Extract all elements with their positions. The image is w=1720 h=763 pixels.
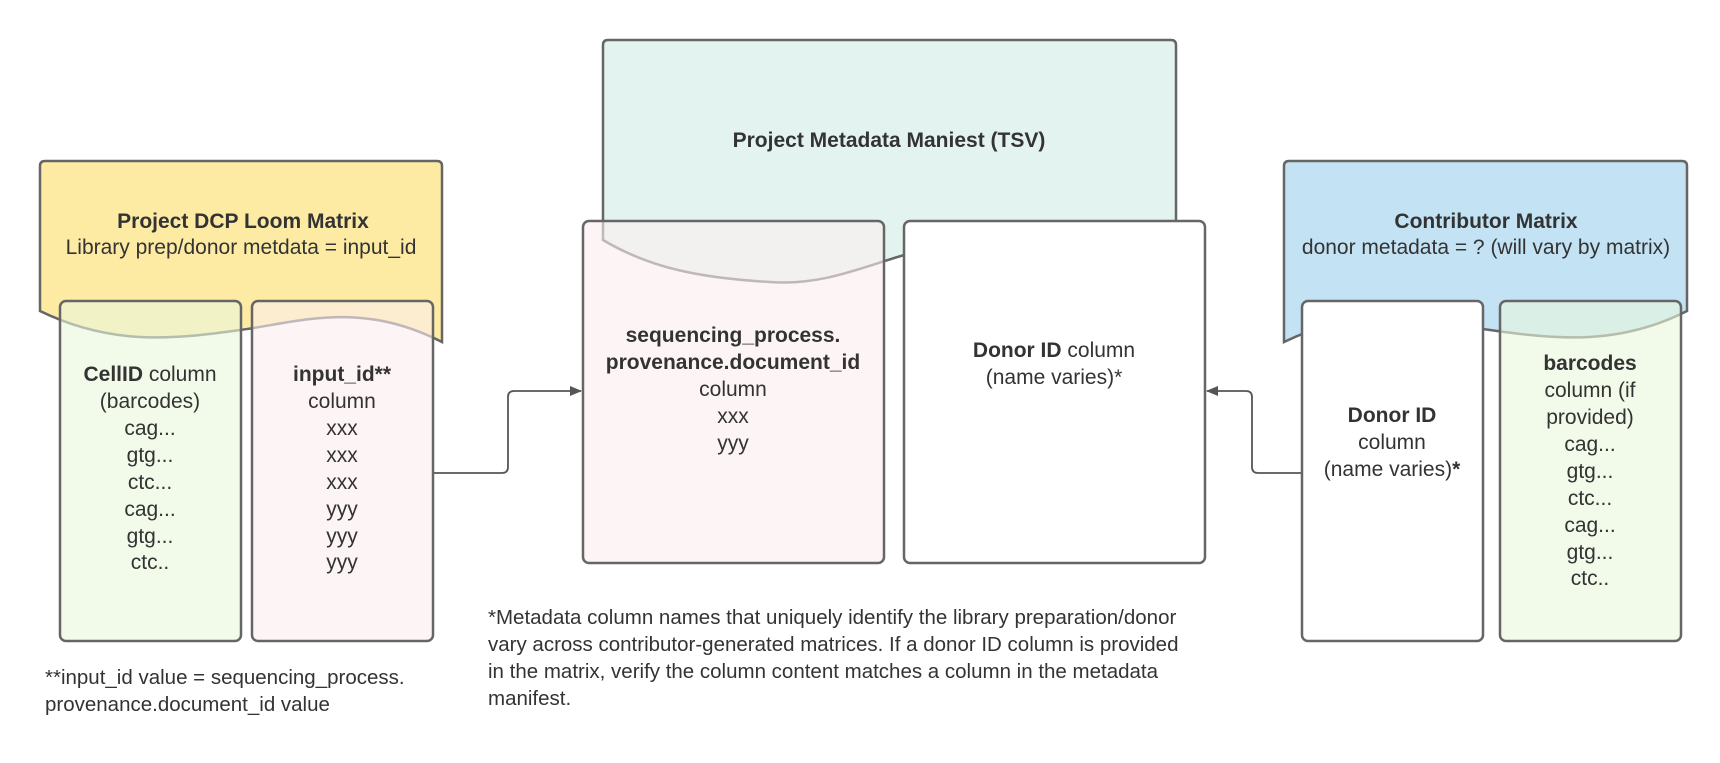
metadata-column-footnote: [488, 604, 1178, 712]
input-id-value: xxx: [326, 444, 358, 467]
barcodes-header: barcodes: [1543, 352, 1637, 375]
seq-value: xxx: [717, 405, 749, 428]
cellid-line2: (barcodes): [99, 390, 201, 413]
loom-matrix-subtitle: Library prep/donor metdata = input_id: [65, 236, 417, 259]
seq-value: yyy: [717, 432, 749, 455]
cellid-value: ctc..: [130, 551, 170, 574]
seq-line2: provenance.document_id: [605, 351, 861, 374]
contributor-donor-to-manifest-donor-arrow: [1207, 391, 1301, 473]
manifest-donor-rest: column: [1061, 339, 1136, 362]
footnote-line: *Metadata column names that uniquely identify the library preparation/donor: [488, 606, 1177, 629]
barcodes-value: ctc..: [1570, 567, 1610, 590]
loom-matrix-title: Project DCP Loom Matrix: [117, 210, 369, 233]
contributor-matrix-title: Contributor Matrix: [1394, 210, 1578, 233]
input-id-header: input_id**: [293, 363, 391, 386]
barcodes-value: cag...: [1564, 514, 1616, 537]
cellid-rest: column: [142, 363, 217, 386]
contrib-donor-line3: [1324, 458, 1461, 481]
footnote-line: provenance.document_id value: [45, 693, 330, 716]
cellid-value: cag...: [124, 498, 176, 521]
input-id-value: yyy: [326, 498, 358, 521]
cellid-bold: CellID: [83, 363, 143, 386]
barcodes-value: gtg...: [1566, 541, 1614, 564]
cellid-column-header: [83, 363, 216, 386]
contrib-donor-asterisk: *: [1452, 458, 1461, 481]
footnote-line: **input_id value = sequencing_process.: [45, 666, 405, 689]
input-id-footnote: [45, 664, 405, 718]
barcodes-value: ctc...: [1567, 487, 1613, 510]
contrib-donor-header: Donor ID: [1347, 404, 1437, 427]
contrib-donor-line2: column: [1358, 431, 1426, 454]
manifest-donor-line2: (name varies)*: [985, 366, 1123, 389]
donor-id-column-box: [904, 221, 1205, 563]
footnote-line: vary across contributor-generated matrices. If a donor ID column is provided: [488, 633, 1179, 656]
cellid-value: ctc...: [127, 471, 173, 494]
footnote-line: manifest.: [488, 687, 572, 710]
input-id-value: xxx: [326, 471, 358, 494]
manifest-donor-header: [973, 339, 1135, 362]
contributor-matrix-subtitle: donor metadata = ? (will vary by matrix): [1301, 236, 1671, 259]
cellid-value: gtg...: [126, 525, 174, 548]
barcodes-line3: provided): [1546, 406, 1634, 429]
input-id-value: xxx: [326, 417, 358, 440]
input-id-value: yyy: [326, 525, 358, 548]
seq-line1: sequencing_process.: [625, 324, 841, 347]
cellid-value: cag...: [124, 417, 176, 440]
input-id-value: yyy: [326, 551, 358, 574]
footnote-line: in the matrix, verify the column content matches a column in the metadata: [488, 660, 1158, 683]
input-id-to-seq-arrow: [434, 391, 581, 473]
barcodes-value: cag...: [1564, 433, 1616, 456]
barcodes-line2: column (if: [1544, 379, 1636, 402]
input-id-line2: column: [308, 390, 376, 413]
manifest-donor-bold: Donor ID: [972, 339, 1062, 362]
barcodes-value: gtg...: [1566, 460, 1614, 483]
manifest-title: Project Metadata Maniest (TSV): [732, 129, 1046, 152]
contrib-donor-line3-text: (name varies): [1323, 458, 1453, 481]
cellid-value: gtg...: [126, 444, 174, 467]
seq-line3: column: [699, 378, 767, 401]
